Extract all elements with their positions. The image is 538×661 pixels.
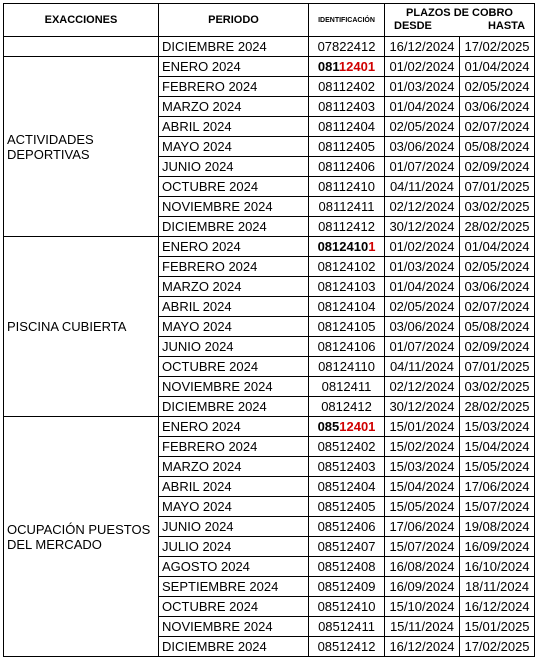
- date-to-cell: 15/07/2024: [460, 497, 535, 517]
- date-from-cell: 17/06/2024: [385, 517, 460, 537]
- period-cell: OCTUBRE 2024: [159, 177, 309, 197]
- date-from-cell: 15/07/2024: [385, 537, 460, 557]
- identification-cell: 08124110: [309, 357, 385, 377]
- identification-cell: 08512403: [309, 457, 385, 477]
- date-from-cell: 30/12/2024: [385, 397, 460, 417]
- date-from-cell: 01/03/2024: [385, 77, 460, 97]
- period-cell: FEBRERO 2024: [159, 77, 309, 97]
- date-to-cell: 07/01/2025: [460, 177, 535, 197]
- date-to-cell: 03/02/2025: [460, 377, 535, 397]
- header-plazos: [385, 4, 535, 37]
- period-cell: DICIEMBRE 2024: [159, 37, 309, 57]
- identification-cell: 08112404: [309, 117, 385, 137]
- period-cell: NOVIEMBRE 2024: [159, 197, 309, 217]
- header-plazos-title: PLAZOS DE COBRO: [406, 7, 513, 19]
- date-from-cell: 01/04/2024: [385, 97, 460, 117]
- date-from-cell: 01/04/2024: [385, 277, 460, 297]
- date-to-cell: 03/06/2024: [460, 277, 535, 297]
- date-to-cell: 17/06/2024: [460, 477, 535, 497]
- identification-cell: 08112403: [309, 97, 385, 117]
- date-to-cell: 15/05/2024: [460, 457, 535, 477]
- date-to-cell: 07/01/2025: [460, 357, 535, 377]
- identification-cell: 08512406: [309, 517, 385, 537]
- date-to-cell: 05/08/2024: [460, 137, 535, 157]
- identification-cell: 08124102: [309, 257, 385, 277]
- period-cell: MAYO 2024: [159, 137, 309, 157]
- identification-cell: 08112410: [309, 177, 385, 197]
- header-periodo: PERIODO: [159, 4, 309, 37]
- period-cell: ENERO 2024: [159, 237, 309, 257]
- date-from-cell: 16/08/2024: [385, 557, 460, 577]
- period-cell: SEPTIEMBRE 2024: [159, 577, 309, 597]
- date-from-cell: 02/12/2024: [385, 197, 460, 217]
- date-from-cell: 15/11/2024: [385, 617, 460, 637]
- header-exacciones: EXACCIONES: [4, 4, 159, 37]
- identification-cell: 08124106: [309, 337, 385, 357]
- header-plazos-sub: [388, 20, 531, 33]
- identification-cell: 08512412: [309, 637, 385, 657]
- date-from-cell: 04/11/2024: [385, 177, 460, 197]
- identification-cell: 08112402: [309, 77, 385, 97]
- identification-prefix: 081: [317, 59, 339, 74]
- identification-cell: 08112406: [309, 157, 385, 177]
- period-cell: ABRIL 2024: [159, 477, 309, 497]
- header-desde: DESDE: [394, 20, 432, 32]
- table-row: [4, 237, 535, 257]
- tax-schedule-table: [3, 3, 535, 657]
- date-to-cell: 01/04/2024: [460, 237, 535, 257]
- identification-cell: 08512410: [309, 597, 385, 617]
- period-cell: ABRIL 2024: [159, 297, 309, 317]
- date-to-cell: 02/07/2024: [460, 117, 535, 137]
- date-to-cell: 18/11/2024: [460, 577, 535, 597]
- period-cell: DICIEMBRE 2024: [159, 217, 309, 237]
- date-from-cell: 04/11/2024: [385, 357, 460, 377]
- date-from-cell: 16/09/2024: [385, 577, 460, 597]
- identification-highlight: 12401: [338, 59, 376, 74]
- date-to-cell: 02/07/2024: [460, 297, 535, 317]
- identification-highlight: 1: [368, 239, 376, 254]
- date-to-cell: 17/02/2025: [460, 37, 535, 57]
- date-to-cell: 28/02/2025: [460, 397, 535, 417]
- date-to-cell: 17/02/2025: [460, 637, 535, 657]
- identification-cell: 08512409: [309, 577, 385, 597]
- header-hasta: HASTA: [487, 20, 526, 32]
- period-cell: FEBRERO 2024: [159, 437, 309, 457]
- exaccion-group-cell: PISCINA CUBIERTA: [4, 237, 159, 417]
- period-cell: MAYO 2024: [159, 497, 309, 517]
- identification-cell: 08512405: [309, 497, 385, 517]
- date-to-cell: 02/05/2024: [460, 77, 535, 97]
- date-from-cell: 01/07/2024: [385, 157, 460, 177]
- exaccion-group-cell: OCUPACIÓN PUESTOS DEL MERCADO: [4, 417, 159, 657]
- identification-prefix: 085: [317, 419, 340, 434]
- identification-cell: 0812411: [309, 377, 385, 397]
- date-to-cell: 16/12/2024: [460, 597, 535, 617]
- identification-cell: [309, 417, 385, 437]
- identification-cell: 08124104: [309, 297, 385, 317]
- exaccion-group-cell: ACTIVIDADES DEPORTIVAS: [4, 57, 159, 237]
- date-to-cell: 16/09/2024: [460, 537, 535, 557]
- date-from-cell: 03/06/2024: [385, 317, 460, 337]
- identification-highlight: 12401: [339, 419, 376, 434]
- identification-prefix: 0812410: [317, 239, 369, 254]
- identification-cell: 08512402: [309, 437, 385, 457]
- date-from-cell: 30/12/2024: [385, 217, 460, 237]
- period-cell: ABRIL 2024: [159, 117, 309, 137]
- date-from-cell: 02/12/2024: [385, 377, 460, 397]
- date-from-cell: 16/12/2024: [385, 37, 460, 57]
- exaccion-group-cell: [4, 37, 159, 57]
- date-to-cell: 15/01/2025: [460, 617, 535, 637]
- identification-cell: 08512407: [309, 537, 385, 557]
- identification-cell: 0812412: [309, 397, 385, 417]
- date-to-cell: 19/08/2024: [460, 517, 535, 537]
- date-to-cell: 15/03/2024: [460, 417, 535, 437]
- table-row: [4, 57, 535, 77]
- identification-cell: 08512404: [309, 477, 385, 497]
- date-to-cell: 02/09/2024: [460, 157, 535, 177]
- date-to-cell: 03/02/2025: [460, 197, 535, 217]
- period-cell: DICIEMBRE 2024: [159, 397, 309, 417]
- header-identificacion: IDENTIFICACIÓN: [309, 4, 385, 37]
- period-cell: MARZO 2024: [159, 277, 309, 297]
- period-cell: NOVIEMBRE 2024: [159, 377, 309, 397]
- date-from-cell: 15/03/2024: [385, 457, 460, 477]
- date-from-cell: 02/05/2024: [385, 297, 460, 317]
- date-to-cell: 01/04/2024: [460, 57, 535, 77]
- date-to-cell: 16/10/2024: [460, 557, 535, 577]
- date-from-cell: 15/10/2024: [385, 597, 460, 617]
- date-from-cell: 15/04/2024: [385, 477, 460, 497]
- date-from-cell: 02/05/2024: [385, 117, 460, 137]
- period-cell: MAYO 2024: [159, 317, 309, 337]
- identification-cell: 08512411: [309, 617, 385, 637]
- period-cell: MARZO 2024: [159, 457, 309, 477]
- date-from-cell: 15/02/2024: [385, 437, 460, 457]
- period-cell: OCTUBRE 2024: [159, 357, 309, 377]
- date-to-cell: 02/05/2024: [460, 257, 535, 277]
- table-row: [4, 37, 535, 57]
- identification-cell: 07822412: [309, 37, 385, 57]
- identification-cell: 08112412: [309, 217, 385, 237]
- table-body: [4, 37, 535, 657]
- period-cell: MARZO 2024: [159, 97, 309, 117]
- identification-cell: [309, 237, 385, 257]
- period-cell: JUNIO 2024: [159, 337, 309, 357]
- period-cell: OCTUBRE 2024: [159, 597, 309, 617]
- date-from-cell: 01/03/2024: [385, 257, 460, 277]
- period-cell: ENERO 2024: [159, 57, 309, 77]
- date-to-cell: 15/04/2024: [460, 437, 535, 457]
- identification-cell: 08124105: [309, 317, 385, 337]
- date-to-cell: 05/08/2024: [460, 317, 535, 337]
- period-cell: JUNIO 2024: [159, 157, 309, 177]
- date-from-cell: 01/02/2024: [385, 237, 460, 257]
- identification-cell: 08112411: [309, 197, 385, 217]
- date-to-cell: 03/06/2024: [460, 97, 535, 117]
- table-row: [4, 417, 535, 437]
- date-from-cell: 16/12/2024: [385, 637, 460, 657]
- date-from-cell: 15/01/2024: [385, 417, 460, 437]
- period-cell: DICIEMBRE 2024: [159, 637, 309, 657]
- identification-cell: 08512408: [309, 557, 385, 577]
- period-cell: NOVIEMBRE 2024: [159, 617, 309, 637]
- period-cell: ENERO 2024: [159, 417, 309, 437]
- date-to-cell: 28/02/2025: [460, 217, 535, 237]
- period-cell: AGOSTO 2024: [159, 557, 309, 577]
- date-from-cell: 01/02/2024: [385, 57, 460, 77]
- date-to-cell: 02/09/2024: [460, 337, 535, 357]
- header-row: [4, 4, 535, 37]
- date-from-cell: 03/06/2024: [385, 137, 460, 157]
- identification-cell: 08112405: [309, 137, 385, 157]
- period-cell: FEBRERO 2024: [159, 257, 309, 277]
- period-cell: JUNIO 2024: [159, 517, 309, 537]
- date-from-cell: 01/07/2024: [385, 337, 460, 357]
- identification-cell: 08124103: [309, 277, 385, 297]
- period-cell: JULIO 2024: [159, 537, 309, 557]
- identification-cell: [309, 57, 385, 77]
- date-from-cell: 15/05/2024: [385, 497, 460, 517]
